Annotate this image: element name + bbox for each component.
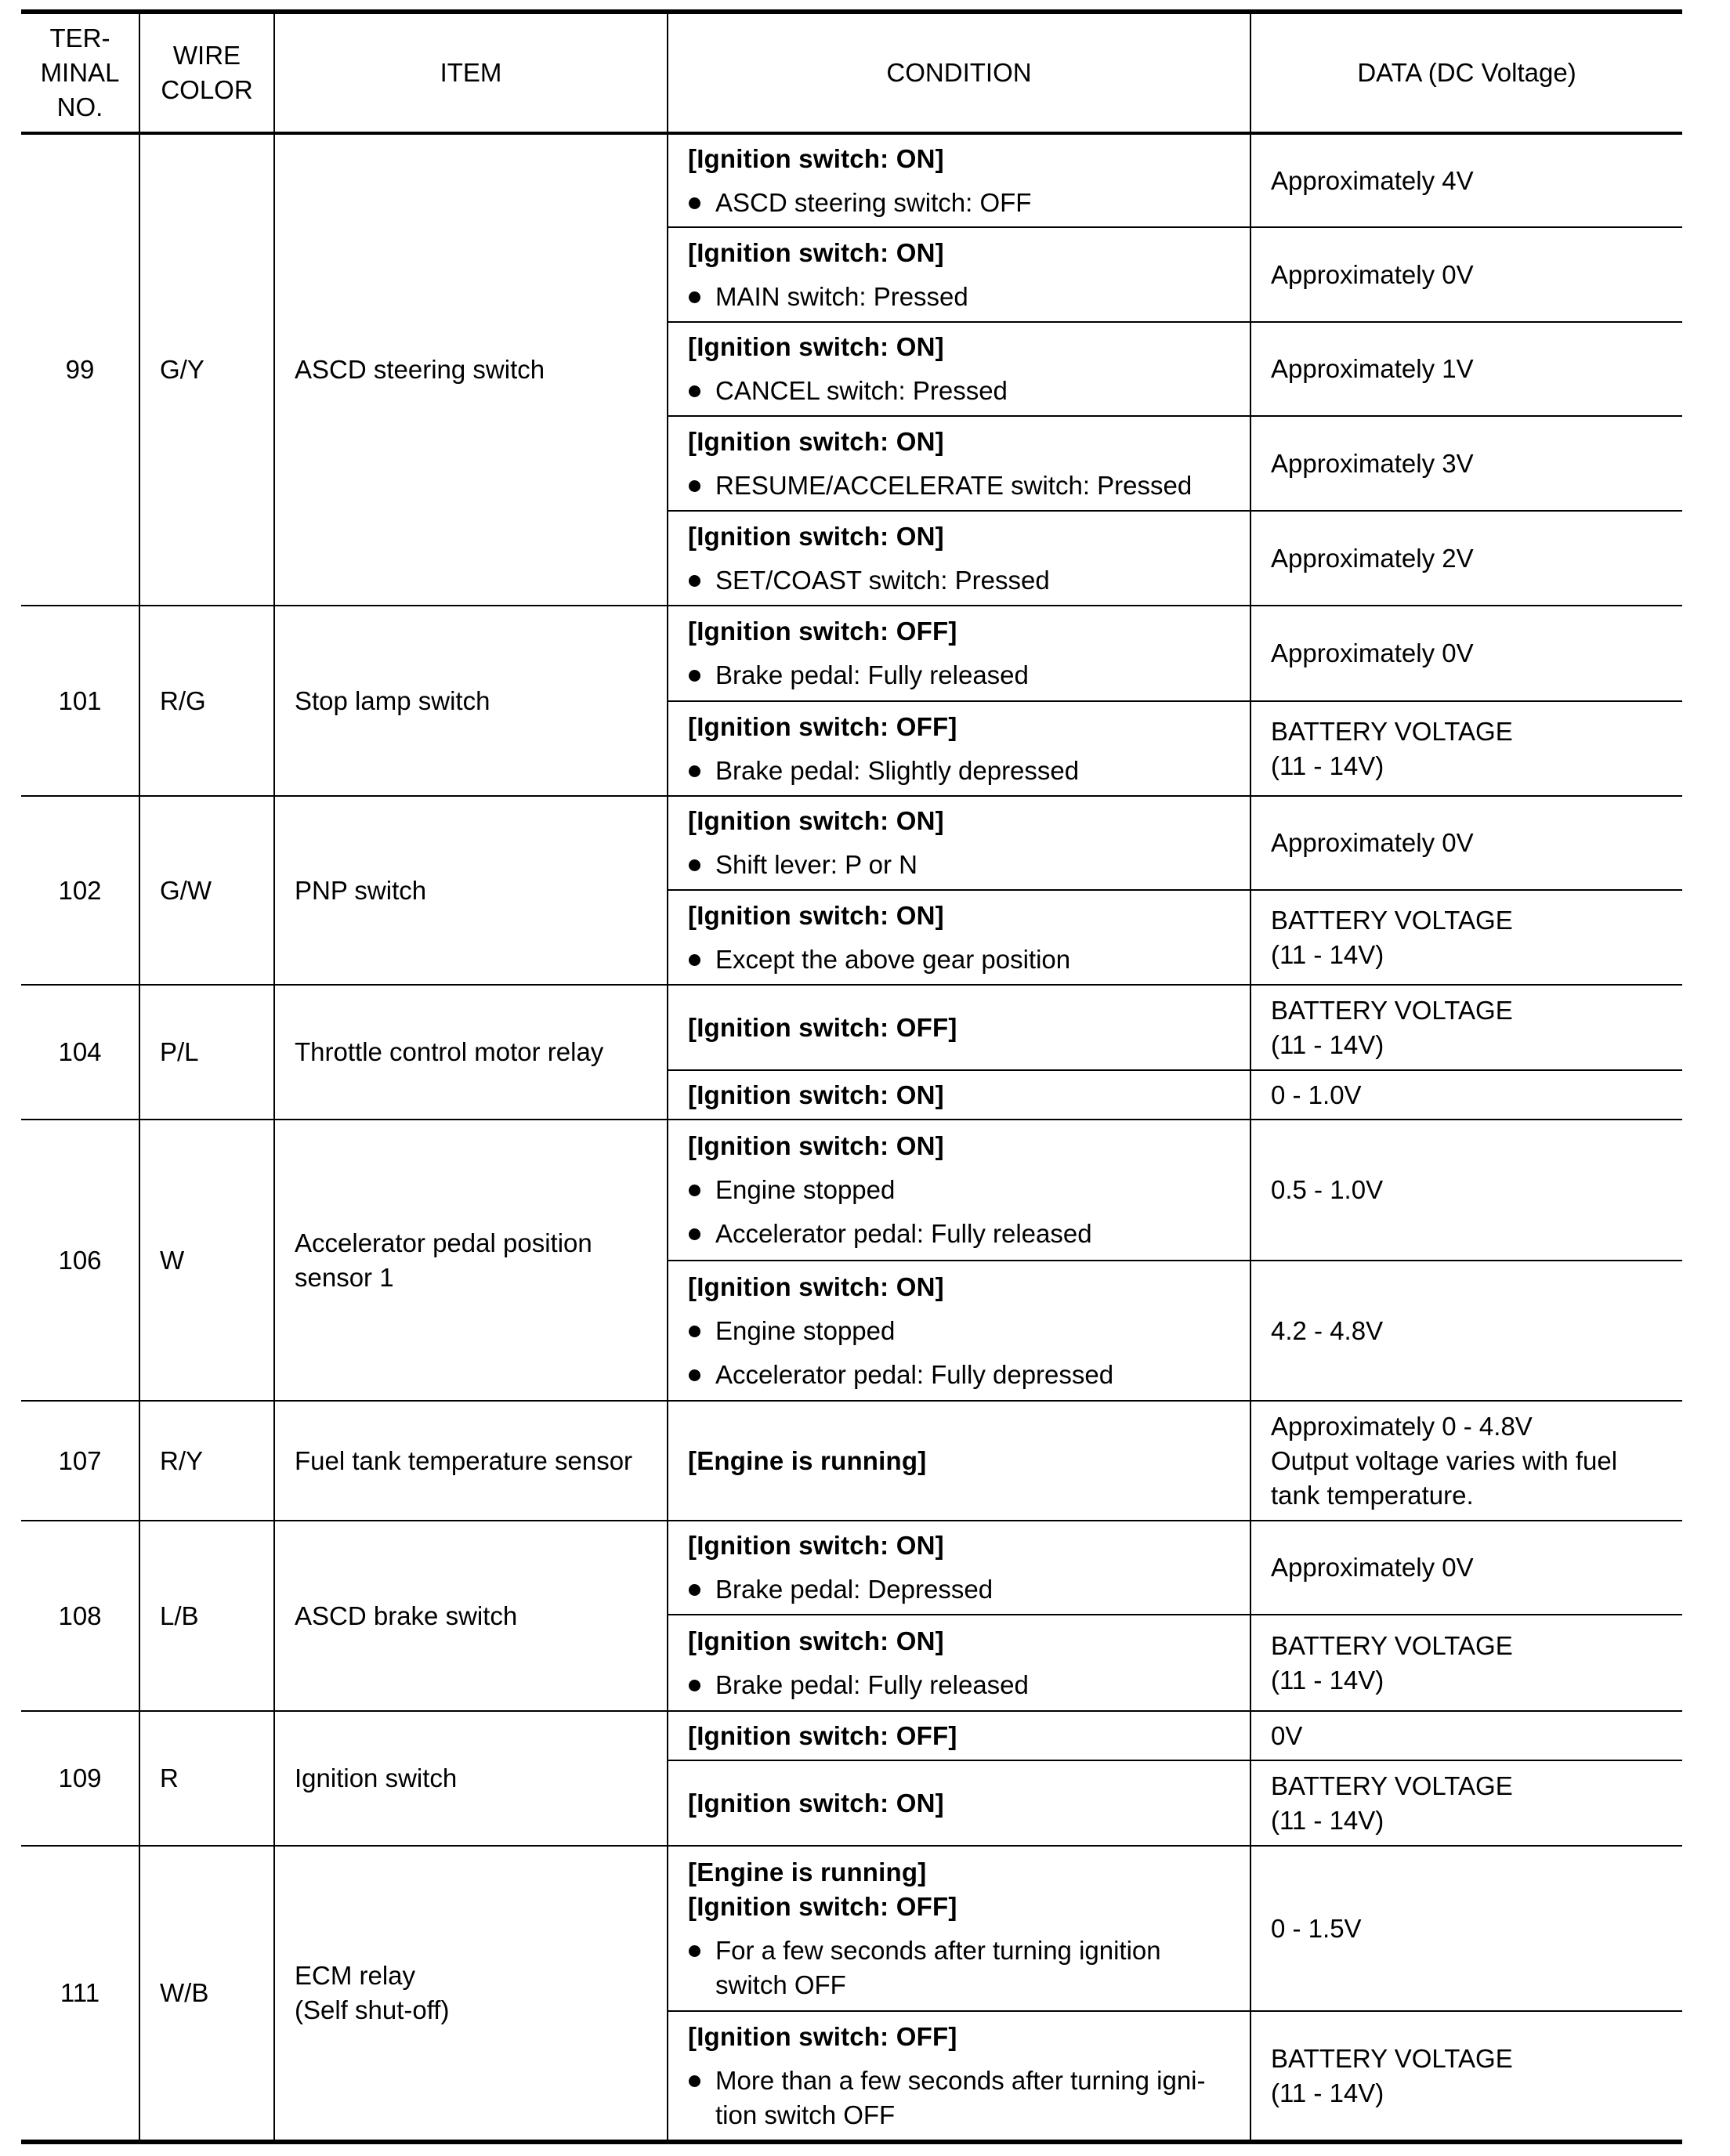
bullet-icon	[689, 1680, 700, 1691]
header-terminal-no-line: TER-	[49, 24, 110, 52]
terminal-no-cell	[21, 1846, 139, 2142]
table-row	[21, 1521, 1682, 1615]
condition-bullet	[688, 1934, 1250, 2002]
header-terminal-no	[21, 12, 139, 133]
condition-cell	[668, 1120, 1250, 1261]
data-voltage-cell	[1250, 1401, 1682, 1521]
bullet-icon	[689, 480, 700, 492]
item-cell	[274, 1521, 668, 1711]
item-cell	[274, 796, 668, 985]
data-voltage-cell	[1250, 416, 1682, 511]
header-wire-color-line: WIRE	[172, 41, 241, 70]
condition-state: [Ignition switch: ON]	[688, 806, 944, 835]
terminal-no: 106	[58, 1245, 102, 1275]
item-name: ASCD steering switch	[295, 355, 545, 384]
wire-color: W	[160, 1245, 185, 1275]
terminal-no-cell	[21, 796, 139, 985]
item-cell	[274, 1120, 668, 1401]
wire-color-cell	[139, 1521, 274, 1711]
condition-cell	[668, 1615, 1250, 1711]
terminal-no-cell	[21, 606, 139, 796]
condition-state: [Ignition switch: ON]	[688, 1626, 944, 1655]
data-voltage-cell	[1250, 1615, 1682, 1711]
wire-color: L/B	[160, 1601, 199, 1630]
condition-bullet	[688, 1668, 1250, 1702]
condition-bullet	[688, 754, 1250, 788]
data-voltage-cell	[1250, 796, 1682, 890]
data-voltage: BATTERY VOLTAGE	[1271, 905, 1513, 935]
condition-cell	[668, 606, 1250, 701]
wire-color-cell	[139, 985, 274, 1120]
bullet-icon	[689, 1228, 700, 1240]
wire-color: P/L	[160, 1037, 199, 1066]
condition-state: [Ignition switch: OFF]	[688, 1720, 957, 1750]
item-name: Accelerator pedal position	[295, 1228, 592, 1257]
condition-bullet-text: RESUME/ACCELERATE switch: Pressed	[715, 470, 1193, 500]
bullet-icon	[689, 575, 700, 587]
table-row	[21, 1120, 1682, 1261]
data-voltage: Approximately 0V	[1271, 259, 1474, 289]
table-row	[21, 1711, 1682, 1760]
condition-cell	[668, 1261, 1250, 1401]
bullet-icon	[689, 1326, 700, 1337]
condition-bullet-text: More than a few seconds after turning igni-	[715, 2065, 1206, 2095]
condition-state: [Ignition switch: OFF]	[688, 1012, 957, 1042]
table-row	[21, 985, 1682, 1070]
data-voltage: (11 - 14V)	[1271, 1665, 1384, 1695]
condition-cell	[668, 1711, 1250, 1760]
condition-bullet	[688, 848, 1250, 882]
terminal-no-cell	[21, 133, 139, 606]
bullet-icon	[689, 954, 700, 966]
item-cell	[274, 1846, 668, 2142]
item-name: ECM relay	[295, 1961, 416, 1990]
data-voltage: (11 - 14V)	[1271, 751, 1384, 780]
terminal-data-table	[21, 9, 1682, 2144]
condition-state: [Ignition switch: ON]	[688, 237, 944, 267]
data-voltage: (11 - 14V)	[1271, 2078, 1384, 2107]
condition-bullet-text: Except the above gear position	[715, 944, 1071, 974]
header-terminal-no-line: NO.	[56, 92, 103, 121]
wire-color-cell	[139, 133, 274, 606]
header-wire-color-line: COLOR	[161, 75, 253, 104]
bullet-icon	[689, 197, 700, 209]
data-voltage: Approximately 0V	[1271, 828, 1474, 857]
header-wire-color	[139, 12, 274, 133]
item-cell	[274, 606, 668, 796]
table-row	[21, 796, 1682, 890]
item-cell	[274, 985, 668, 1120]
bullet-icon	[689, 291, 700, 303]
condition-bullet	[688, 1314, 1250, 1348]
condition-bullet-text: switch OFF	[715, 1970, 846, 1999]
header-item-label: ITEM	[440, 58, 502, 87]
data-voltage-cell	[1250, 701, 1682, 796]
data-voltage: (11 - 14V)	[1271, 1029, 1384, 1059]
bullet-icon	[689, 670, 700, 682]
condition-bullet	[688, 563, 1250, 598]
bullet-icon	[689, 1369, 700, 1381]
wire-color-cell	[139, 1711, 274, 1846]
data-voltage-cell	[1250, 322, 1682, 416]
data-voltage-cell	[1250, 511, 1682, 606]
data-voltage: Approximately 1V	[1271, 354, 1474, 383]
condition-cell	[668, 1070, 1250, 1120]
data-voltage-cell	[1250, 227, 1682, 322]
condition-bullet	[688, 658, 1250, 693]
terminal-no-cell	[21, 1401, 139, 1521]
condition-cell	[668, 985, 1250, 1070]
data-voltage: 0.5 - 1.0V	[1271, 1175, 1384, 1204]
condition-cell	[668, 890, 1250, 985]
condition-bullet	[688, 942, 1250, 977]
condition-bullet	[688, 374, 1250, 408]
terminal-no-cell	[21, 1120, 139, 1401]
terminal-no: 101	[58, 686, 102, 715]
data-voltage: Output voltage varies with fuel	[1271, 1445, 1618, 1475]
data-voltage-cell	[1250, 1711, 1682, 1760]
table-row	[21, 133, 1682, 227]
condition-bullet-text: MAIN switch: Pressed	[715, 281, 968, 311]
item-name: Stop lamp switch	[295, 686, 490, 715]
data-voltage: 0 - 1.5V	[1271, 1913, 1362, 1943]
item-name: Ignition switch	[295, 1764, 458, 1792]
header-data	[1250, 12, 1682, 133]
table-row	[21, 1846, 1682, 2011]
condition-bullet-text: Accelerator pedal: Fully released	[715, 1219, 1092, 1248]
item-name: PNP switch	[295, 875, 427, 905]
header-data-label: DATA (DC Voltage)	[1357, 58, 1576, 87]
terminal-no: 109	[58, 1764, 102, 1792]
data-voltage-cell	[1250, 1846, 1682, 2011]
item-name: (Self shut-off)	[295, 1995, 450, 2024]
condition-cell	[668, 701, 1250, 796]
data-voltage-cell	[1250, 133, 1682, 227]
terminal-no: 102	[58, 875, 102, 905]
header-item	[274, 12, 668, 133]
condition-bullet	[688, 468, 1250, 503]
condition-bullet	[688, 1358, 1250, 1392]
item-name: sensor 1	[295, 1262, 394, 1292]
bullet-icon	[689, 765, 700, 777]
condition-bullet-text: Brake pedal: Slightly depressed	[715, 755, 1080, 785]
condition-cell	[668, 2011, 1250, 2142]
wire-color: G/W	[160, 875, 212, 905]
item-cell	[274, 1401, 668, 1521]
wire-color-cell	[139, 1401, 274, 1521]
condition-bullet-text: Brake pedal: Depressed	[715, 1575, 993, 1604]
condition-state: [Ignition switch: ON]	[688, 1531, 944, 1560]
condition-bullet-text: SET/COAST switch: Pressed	[715, 565, 1050, 595]
condition-state: [Ignition switch: ON]	[688, 521, 944, 551]
data-voltage: Approximately 0V	[1271, 1553, 1474, 1582]
condition-cell	[668, 511, 1250, 606]
data-voltage: BATTERY VOLTAGE	[1271, 2043, 1513, 2073]
wire-color: R	[160, 1764, 179, 1792]
terminal-no: 111	[60, 1978, 100, 2007]
wire-color-cell	[139, 796, 274, 985]
wire-color-cell	[139, 1120, 274, 1401]
data-voltage: 0 - 1.0V	[1271, 1080, 1362, 1109]
table-row	[21, 606, 1682, 701]
wire-color: W/B	[160, 1978, 209, 2007]
header-condition-label: CONDITION	[886, 58, 1032, 87]
bullet-icon	[689, 1584, 700, 1596]
condition-cell	[668, 1760, 1250, 1846]
condition-cell	[668, 1521, 1250, 1615]
data-voltage-cell	[1250, 890, 1682, 985]
condition-state: [Ignition switch: OFF]	[688, 617, 957, 646]
data-voltage: Approximately 4V	[1271, 165, 1474, 195]
data-voltage-cell	[1250, 2011, 1682, 2142]
data-voltage-cell	[1250, 1120, 1682, 1261]
terminal-no: 104	[58, 1037, 102, 1066]
data-voltage: BATTERY VOLTAGE	[1271, 1771, 1513, 1800]
condition-state: [Ignition switch: ON]	[688, 143, 944, 173]
data-voltage: BATTERY VOLTAGE	[1271, 1630, 1513, 1660]
condition-bullet-text: Engine stopped	[715, 1315, 896, 1345]
data-voltage: Approximately 2V	[1271, 543, 1474, 573]
wire-color: R/Y	[160, 1445, 204, 1475]
wire-color-cell	[139, 1846, 274, 2142]
condition-bullet-text: Accelerator pedal: Fully depressed	[715, 1359, 1114, 1389]
bullet-icon	[689, 2075, 700, 2087]
condition-state: [Ignition switch: ON]	[688, 426, 944, 456]
condition-bullet-text: Engine stopped	[715, 1175, 896, 1204]
condition-bullet-text: Brake pedal: Fully released	[715, 1669, 1029, 1699]
data-voltage-cell	[1250, 1070, 1682, 1120]
data-voltage: (11 - 14V)	[1271, 1805, 1384, 1835]
condition-cell	[668, 1401, 1250, 1521]
header-terminal-no-line: MINAL	[40, 58, 120, 87]
wire-color-cell	[139, 606, 274, 796]
condition-cell	[668, 322, 1250, 416]
header-condition	[668, 12, 1250, 133]
condition-state: [Ignition switch: ON]	[688, 1080, 944, 1109]
item-name: Throttle control motor relay	[295, 1037, 604, 1066]
wire-color: R/G	[160, 686, 206, 715]
condition-state: [Ignition switch: ON]	[688, 332, 944, 361]
condition-state: [Ignition switch: ON]	[688, 900, 944, 930]
bullet-icon	[689, 385, 700, 397]
data-voltage: 4.2 - 4.8V	[1271, 1315, 1384, 1345]
data-voltage-cell	[1250, 1521, 1682, 1615]
terminal-no-cell	[21, 1521, 139, 1711]
wire-color: G/Y	[160, 355, 204, 384]
condition-bullet-text: tion switch OFF	[715, 2100, 896, 2129]
condition-bullet	[688, 1173, 1250, 1207]
item-name: Fuel tank temperature sensor	[295, 1445, 633, 1475]
item-name: ASCD brake switch	[295, 1601, 518, 1630]
data-voltage: (11 - 14V)	[1271, 939, 1384, 969]
condition-bullet-text: For a few seconds after turning ignition	[715, 1935, 1161, 1965]
data-voltage-cell	[1250, 1760, 1682, 1846]
condition-bullet-text: CANCEL switch: Pressed	[715, 376, 1008, 405]
condition-cell	[668, 133, 1250, 227]
data-voltage-cell	[1250, 1261, 1682, 1401]
terminal-no: 99	[65, 355, 95, 384]
condition-bullet	[688, 186, 1250, 220]
condition-bullet	[688, 2064, 1250, 2132]
data-voltage: Approximately 0V	[1271, 638, 1474, 667]
table-header-row	[21, 12, 1682, 133]
condition-state: [Ignition switch: OFF]	[688, 1891, 957, 1921]
terminal-no: 108	[58, 1601, 102, 1630]
condition-bullet	[688, 1572, 1250, 1607]
bullet-icon	[689, 1185, 700, 1196]
item-cell	[274, 133, 668, 606]
condition-state: [Engine is running]	[688, 1857, 927, 1886]
data-voltage: tank temperature.	[1271, 1480, 1474, 1510]
condition-state: [Ignition switch: OFF]	[688, 711, 957, 741]
item-cell	[274, 1711, 668, 1846]
data-voltage: BATTERY VOLTAGE	[1271, 995, 1513, 1025]
data-voltage-cell	[1250, 606, 1682, 701]
bullet-icon	[689, 859, 700, 871]
condition-cell	[668, 227, 1250, 322]
condition-state: [Ignition switch: ON]	[688, 1131, 944, 1160]
terminal-no: 107	[58, 1445, 102, 1475]
terminal-no-cell	[21, 1711, 139, 1846]
condition-bullet-text: ASCD steering switch: OFF	[715, 187, 1032, 217]
data-voltage: 0V	[1271, 1720, 1303, 1750]
condition-bullet	[688, 1217, 1250, 1251]
data-voltage: BATTERY VOLTAGE	[1271, 716, 1513, 746]
condition-state: [Ignition switch: ON]	[688, 1272, 944, 1301]
condition-bullet	[688, 280, 1250, 314]
condition-state: [Ignition switch: OFF]	[688, 2021, 957, 2051]
condition-cell	[668, 1846, 1250, 2011]
data-voltage-cell	[1250, 985, 1682, 1070]
condition-cell	[668, 796, 1250, 890]
condition-bullet-text: Shift lever: P or N	[715, 850, 917, 879]
condition-cell	[668, 416, 1250, 511]
bullet-icon	[689, 1945, 700, 1957]
condition-bullet-text: Brake pedal: Fully released	[715, 660, 1029, 689]
data-voltage: Approximately 0 - 4.8V	[1271, 1411, 1533, 1441]
condition-state: [Engine is running]	[688, 1445, 927, 1475]
terminal-no-cell	[21, 985, 139, 1120]
data-voltage: Approximately 3V	[1271, 448, 1474, 478]
condition-state: [Ignition switch: ON]	[688, 1788, 944, 1818]
table-body	[21, 133, 1682, 2142]
table-row	[21, 1401, 1682, 1521]
